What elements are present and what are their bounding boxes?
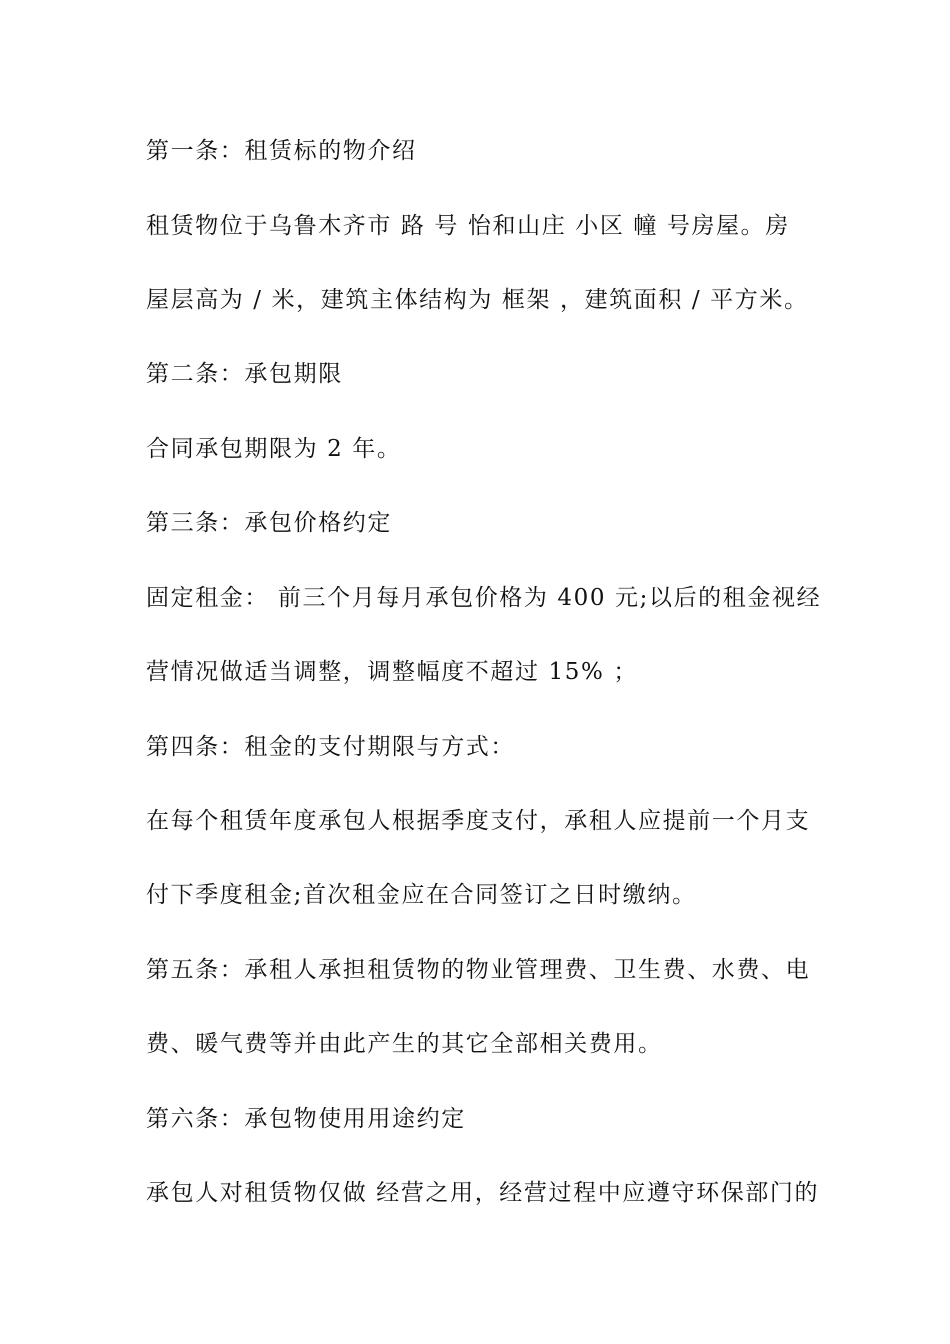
article-4-heading: 第四条：租金的支付期限与方式：: [146, 734, 515, 760]
article-4-text-line-2: 付下季度租金;首次租金应在合同签订之日时缴纳。: [146, 882, 697, 908]
article-1-heading: 第一条：租赁标的物介绍: [146, 138, 417, 164]
article-5-text-line-1: 第五条：承租人承担租赁物的物业管理费、卫生费、水费、电: [146, 957, 811, 983]
article-1-text-line-2: 屋层高为 / 米，建筑主体结构为 框架 ，建筑面积 / 平方米。: [146, 287, 809, 313]
article-2-text-line-1: 合同承包期限为 2 年。: [146, 436, 402, 462]
article-3-text-line-1: 固定租金： 前三个月每月承包价格为 400 元;以后的租金视经: [146, 585, 822, 611]
article-6-text-line-1: 承包人对租赁物仅做 经营之用，经营过程中应遵守环保部门的: [146, 1180, 820, 1206]
article-5-text-line-2: 费、暖气费等并由此产生的其它全部相关费用。: [146, 1031, 663, 1057]
article-2-heading: 第二条：承包期限: [146, 361, 343, 387]
article-3-heading: 第三条：承包价格约定: [146, 510, 392, 536]
article-1-text-line-1: 租赁物位于乌鲁木齐市 路 号 怡和山庄 小区 幢 号房屋。房: [146, 213, 790, 239]
article-4-text-line-1: 在每个租赁年度承包人根据季度支付，承租人应提前一个月支: [146, 808, 811, 834]
article-6-heading: 第六条：承包物使用用途约定: [146, 1106, 466, 1132]
article-3-text-line-2: 营情况做适当调整，调整幅度不超过 15% ；: [146, 659, 638, 685]
